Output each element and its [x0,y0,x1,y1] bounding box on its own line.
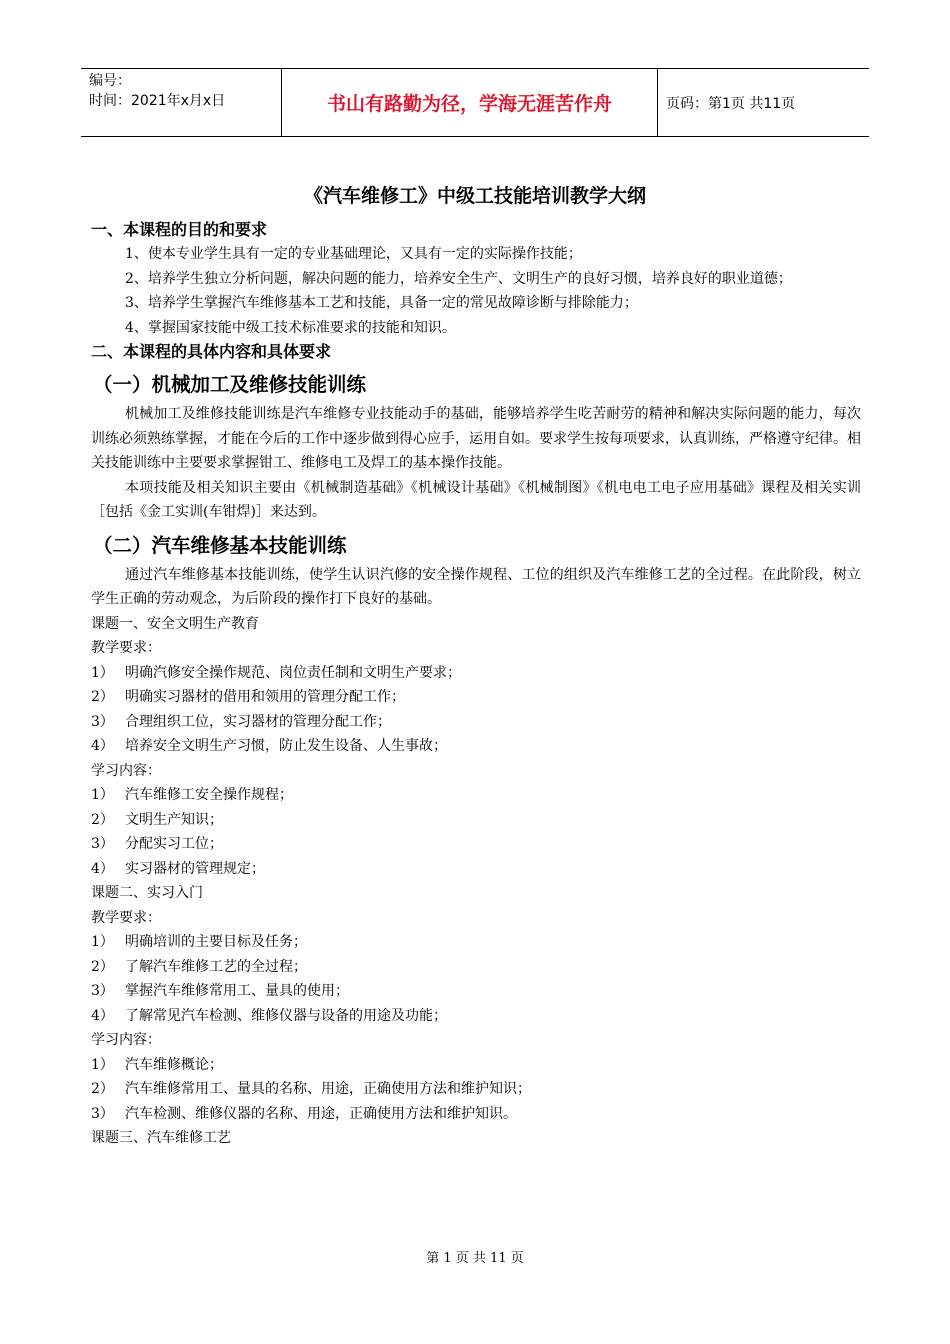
list-item-text: 文明生产知识； [125,811,223,828]
list-item-number: 3） [91,713,114,730]
list-item [91,832,861,857]
list-item-number: 1） [91,1056,114,1073]
list-item-text: 掌握汽车维修常用工、量具的使用； [125,983,349,999]
topic-line: 课题三、汽车维修工艺 [91,1130,231,1146]
list-item [91,1077,861,1102]
list-item-number: 2） [91,958,114,975]
document-title: 《汽车维修工》中级工技能培训教学大纲 [303,185,646,207]
topic-line: 学习内容： [91,762,161,779]
list-item-number: 2） [91,811,114,828]
list-item [91,930,861,955]
list-item [91,857,861,882]
subsection-heading: （二）汽车维修基本技能训练 [93,533,347,557]
paragraph: 机械加工及维修技能训练是汽车维修专业技能动手的基础，能够培养学生吃苦耐劳的精神和解决实际问题的能力，每次训练必须熟练掌握，才能在今后的工作中逐步做到得心应手，运用自如。要求学生按每项要求，认真训练，严格遵守纪律。相关技能训练中主要要求掌握钳工、维修电工及焊工的基本操作技能。 [91,406,861,471]
list-item-text: 明确实习器材的借用和领用的管理分配工作； [125,689,405,705]
subsection-heading: （一）机械加工及维修技能训练 [93,373,367,396]
list-item-text: 了解常见汽车检测、维修仪器与设备的用途及功能； [125,1007,447,1024]
header-page-info: 页码：第1页 共11页 [666,95,796,112]
list-item [91,734,861,759]
list-item-number: 4） [91,738,114,754]
list-item-text: 明确培训的主要目标及任务； [125,934,307,950]
header-motto: 书山有路勤为径，学海无涯苦作舟 [281,69,658,136]
list-item [91,808,861,833]
list-item-number: 3） [91,983,114,999]
list-item [91,685,861,710]
paragraph: 4、掌握国家技能中级工技术标准要求的技能和知识。 [125,319,456,336]
list-item-number: 4） [91,1007,114,1024]
section-heading: 二、本课程的具体内容和具体要求 [91,342,332,361]
list-item-text: 了解汽车维修工艺的全过程； [125,958,307,975]
paragraph: 2、培养学生独立分析问题，解决问题的能力，培养安全生产、文明生产的良好习惯，培养良好的职业道德； [125,270,792,287]
list-item-text: 汽车维修常用工、量具的名称、用途，正确使用方法和维护知识； [125,1081,531,1097]
topic-line: 学习内容： [91,1032,161,1048]
list-item-text: 培养安全文明生产习惯，防止发生设备、人生事故； [125,738,447,754]
topic-line: 课题二、实习入门 [91,885,203,901]
list-item [91,783,861,808]
number-label: 编号： [89,73,131,89]
list-item [91,1102,861,1127]
list-item-number: 1） [91,664,114,681]
list-item-number: 2） [91,1081,114,1097]
list-item-text: 合理组织工位，实习器材的管理分配工作； [125,713,391,730]
list-item [91,955,861,980]
list-item-text: 汽车维修工安全操作规程； [125,787,293,803]
header-meta [81,69,281,136]
list-item-number: 1） [91,787,114,803]
list-item-text: 汽车维修概论； [125,1056,223,1073]
page-footer: 第 1 页 共 11 页 [426,1251,524,1266]
paragraph: 1、使本专业学生具有一定的专业基础理论，又具有一定的实际操作技能； [125,246,582,262]
time-label: 时间：2021年x月x日 [89,93,226,109]
list-item-number: 3） [91,836,114,852]
paragraph: 本项技能及相关知识主要由《机械制造基础》《机械设计基础》《机械制图》《机电电工电子应用基础》课程及相关实训［包括《金工实训(车钳焊)］来达到。 [91,479,861,520]
document-body [91,218,861,1151]
list-item-number: 1） [91,934,114,950]
list-item-number: 3） [91,1105,114,1122]
list-item [91,710,861,735]
list-item-number: 2） [91,689,114,705]
list-item-text: 实习器材的管理规定； [125,860,265,877]
list-item-number: 4） [91,860,114,877]
list-item [91,661,861,686]
paragraph: 3、培养学生掌握汽车维修基本工艺和技能，具备一定的常见故障诊断与排除能力； [125,295,638,311]
list-item [91,1053,861,1078]
topic-line: 教学要求： [91,640,161,656]
list-item [91,1004,861,1029]
list-item [91,979,861,1004]
list-item-text: 明确汽修安全操作规范、岗位责任制和文明生产要求； [125,664,461,681]
paragraph: 通过汽车维修基本技能训练，使学生认识汽修的安全操作规程、工位的组织及汽车维修工艺的全过程。在此阶段，树立学生正确的劳动观念，为后阶段的操作打下良好的基础。 [91,566,861,607]
section-heading: 一、本课程的目的和要求 [91,220,268,239]
topic-line: 课题一、安全文明生产教育 [91,615,259,632]
list-item-text: 分配实习工位； [125,836,223,852]
page-header [81,68,869,137]
list-item-text: 汽车检测、维修仪器的名称、用途，正确使用方法和维护知识。 [125,1105,517,1122]
topic-line: 教学要求： [91,909,161,926]
